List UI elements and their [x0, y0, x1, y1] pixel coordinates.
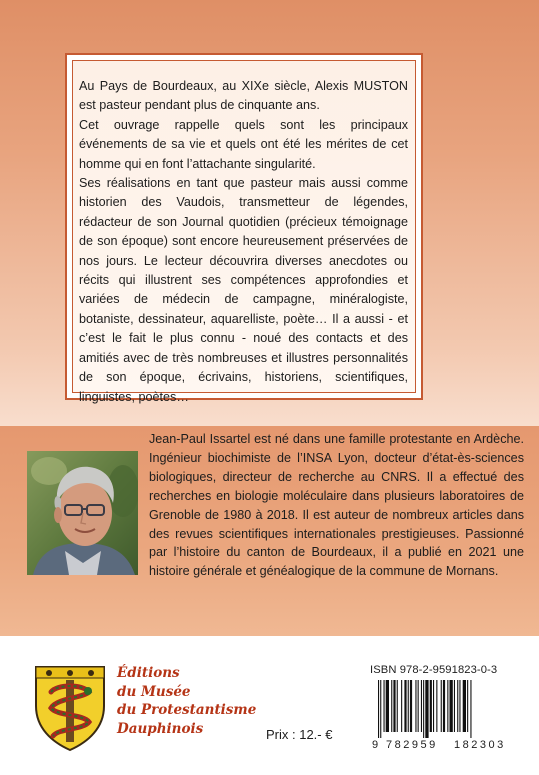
barcode-bar [421, 680, 422, 732]
barcode-bar [410, 680, 412, 732]
synopsis-paragraph-1: Au Pays de Bourdeaux, au XIXe siècle, Alexis MUSTON est pasteur pendant plus de cinquante ans. [79, 79, 408, 113]
publisher-line: Dauphinois [117, 720, 204, 737]
barcode-bar [443, 680, 445, 732]
barcode-bar [404, 680, 406, 732]
barcode-bar [457, 680, 458, 732]
barcode [372, 680, 522, 738]
publisher-line: du Musée [117, 683, 191, 700]
author-bio: Jean-Paul Issartel est né dans une famille protestante en Ardèche. Ingénieur biochimiste de l’INSA Lyon, docteur d’état-ès-sciences biologiques, directeur de recherche au CNRS. Il a effectué des recherches en biologie moléculaire dans plusieurs laboratoires de Grenoble de 1980 à 2018. Il est auteur de nombreux articles dans des revues scientifiques internationales prestigieuses. Passionné par l’histoire du canton de Bourdeaux, il a publié en 2021 une histoire générale et généalogique de la commune de Mornans. [149, 432, 524, 579]
barcode-bar [450, 680, 453, 732]
barcode-bar [384, 680, 385, 732]
price-label: Prix : 12.- € [266, 727, 333, 742]
synopsis-paragraph-2: Cet ouvrage rappelle quels sont les principaux événements de sa vie et quels ont été les mérites de cet homme qui en font l’attachante singularité. [79, 117, 408, 171]
barcode-bar [467, 680, 468, 732]
barcode-digits-left: 782959 [386, 739, 438, 751]
barcode-bar [386, 680, 389, 732]
publisher-line: Éditions [117, 665, 180, 681]
barcode-bar [423, 680, 424, 738]
barcode-bar [430, 680, 432, 732]
barcode-digit-first: 9 [372, 739, 379, 751]
author-photo [27, 451, 138, 575]
barcode-bar [418, 680, 419, 732]
barcode-bar [415, 680, 416, 732]
synopsis-paragraph-3: Ses réalisations en tant que pasteur mais aussi comme historien des Vaudois, transmetteur de légendes, rédacteur de son Journal quotidien (précieux témoignage de son époque) sont encore heureusement préservées de nos jours. Le lecteur découvrira diverses anecdotes ou récits qui illustrent ses compétences approfondies et variées de médecin de campagne, minéralogiste, botaniste, dessinateur, aquarelliste, poète… Il a aussi - et c’est le fait le plus connu - noué des contacts et des amitiés avec de très nombreuses et illustres personnalités de son époque, écrivains, historiens, scientifiques, linguistes, poètes… [79, 176, 408, 404]
barcode-digits-right: 182303 [454, 739, 506, 751]
barcode-bar [447, 680, 448, 732]
barcode-bar [459, 680, 460, 732]
barcode-bar [441, 680, 442, 732]
synopsis-text [79, 77, 408, 407]
barcode-bar [433, 680, 434, 732]
barcode-bar [463, 680, 466, 732]
barcode-bar [408, 680, 409, 732]
publisher-name [117, 664, 277, 738]
barcode-bar [391, 680, 392, 732]
museum-logo [33, 664, 107, 752]
isbn-label: ISBN 978-2-9591823-0-3 [370, 664, 498, 676]
barcode-bar [436, 680, 437, 732]
barcode-bar [380, 680, 381, 738]
barcode-bar [401, 680, 402, 732]
barcode-bar [393, 680, 395, 732]
barcode-bar [397, 680, 398, 732]
barcode-bar [425, 680, 428, 738]
publisher-line: du Protestantisme [117, 702, 257, 719]
barcode-bar [378, 680, 379, 738]
barcode-bar [470, 680, 471, 738]
barcode-bar [454, 680, 455, 732]
